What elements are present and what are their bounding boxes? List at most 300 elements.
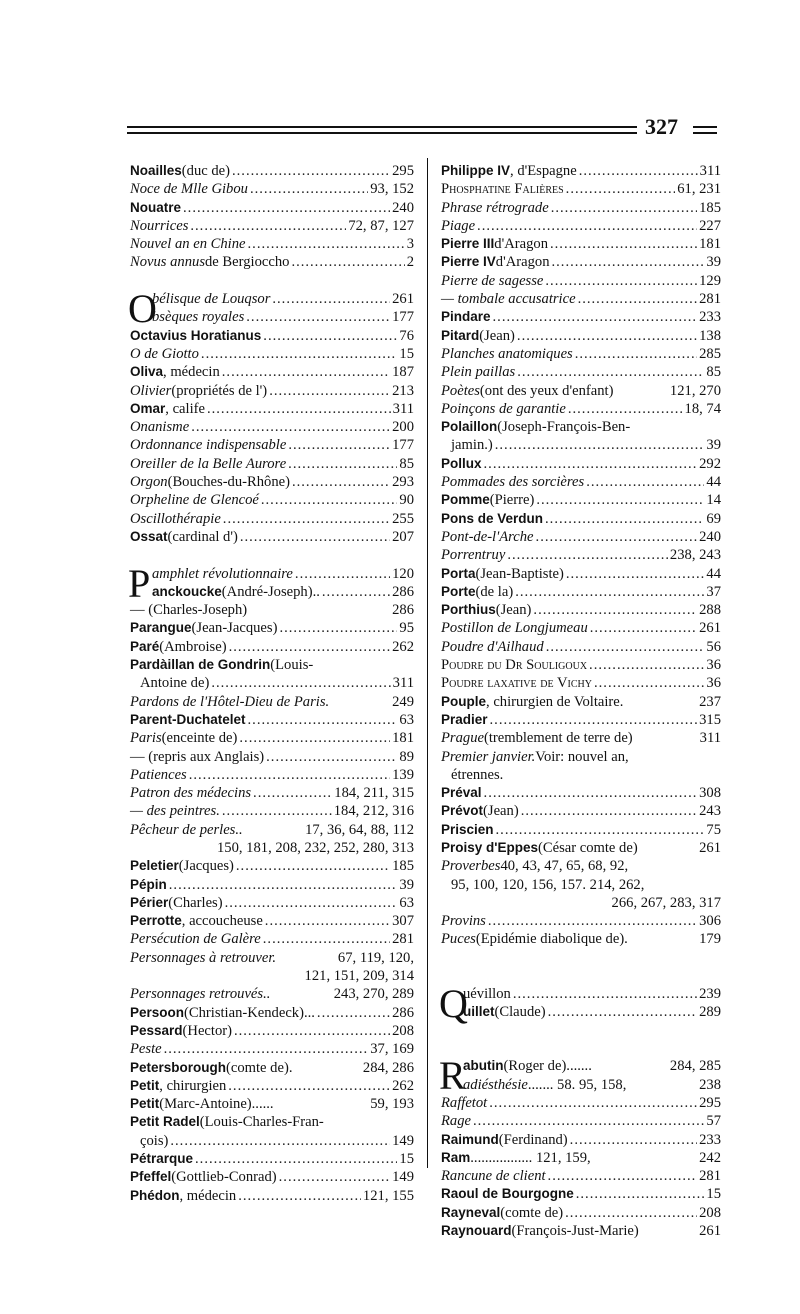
leader-dots [222,802,332,820]
leader-dots [507,546,668,564]
index-entry [441,857,721,875]
leader-dots [496,821,705,839]
entry-heading: Ossat [130,528,168,544]
page-refs: 39 [706,437,721,454]
page-refs: 200 [392,419,414,436]
index-entry [130,766,414,784]
page-refs: 262 [392,638,414,655]
index-entry [130,235,414,253]
page-refs: 208 [392,1022,414,1039]
page-refs: 239 [699,985,721,1002]
entry-heading: Priscien [441,821,494,837]
entry-detail: , médecin [179,1187,237,1204]
leader-dots [164,1040,369,1058]
entry-heading: Oreiller de la Belle Aurore [130,455,287,472]
leader-dots [279,1168,390,1186]
index-entry [130,382,414,400]
page-refs: 285 [699,345,721,362]
page-refs: 238 [699,1076,721,1093]
page-refs: 311 [392,400,414,417]
page-refs: 208 [699,1204,721,1221]
index-entry [441,821,721,839]
entry-detail: (Ferdinand) [498,1131,568,1148]
entry-detail: ................. 121, 159, [470,1149,591,1166]
index-entry-continuation [441,876,721,894]
page-refs: 306 [699,913,721,930]
index-entry [130,217,414,235]
leader-dots [546,638,705,656]
leader-dots [232,162,390,180]
entry-heading: Paris [130,730,162,747]
leader-dots [261,491,398,509]
index-entry [130,418,414,436]
entry-heading: Provins [441,913,486,930]
page-refs: 262 [392,1077,414,1094]
entry-heading: Porrentruy [441,547,506,564]
leader-dots [473,1112,704,1130]
page-refs: 286 [392,1004,414,1021]
entry-heading: Poinçons de garantie [441,400,566,417]
page-refs: 261 [392,291,414,308]
entry-heading: Prévot [441,803,484,819]
index-entry [130,638,414,656]
entry-heading: Olivier [130,382,172,399]
page-refs: 184, 211, 315 [334,785,414,802]
entry-heading: Pardons de l'Hôtel-Dieu de Paris. [130,693,330,710]
leader-dots [545,272,697,290]
leader-dots [201,345,397,363]
entry-detail: (François-Just-Marie) [511,1223,639,1240]
page-refs: 149 [392,1132,414,1149]
entry-heading: Patiences [130,766,187,783]
page-refs: 15 [706,1186,721,1203]
index-entry [130,894,414,912]
index-entry [130,949,414,967]
index-entry [441,400,721,418]
index-entry-continuation [441,436,721,454]
page-refs: 89 [399,748,414,765]
leader-dots [570,1131,697,1149]
leader-dots [484,455,698,473]
index-entry [130,693,414,711]
leader-dots [590,619,697,637]
page-refs: 233 [699,309,721,326]
page-refs: 18, 74 [684,400,721,417]
entry-heading: amphlet révolutionnaire [152,565,293,582]
leader-dots [288,436,390,454]
page-refs: 185 [699,199,721,216]
entry-detail: , accoucheuse [181,913,263,930]
page-refs: 243 [699,803,721,820]
index-entry [441,528,721,546]
entry-heading: Proisy d'Eppes [441,839,538,855]
index-entry [441,1076,721,1094]
entry-heading: Philippe IV [441,163,511,178]
entry-detail: (cardinal d') [167,528,238,545]
leader-dots [548,1003,698,1021]
page-refs: 63 [399,894,414,911]
index-entry [441,290,721,308]
entry-detail: (Jean) [483,803,519,820]
index-entry [441,455,721,473]
page-refs: 311 [699,163,721,179]
page-refs: 308 [699,785,721,802]
page-refs: 85 [706,364,721,381]
page-refs: 121, 155 [362,1187,414,1204]
page-number: 327 [645,114,678,139]
page-refs: 44 [706,474,721,491]
leader-dots [288,455,397,473]
entry-detail: (Hector) [182,1022,232,1039]
page-refs: 177 [392,309,414,326]
index-entry [130,1095,414,1113]
entry-heading: Peste [130,1041,162,1058]
page-refs: 240 [392,199,414,216]
page-refs: 69 [706,510,721,527]
entry-heading: Nouvel an en Chine [130,236,246,253]
page-refs: 307 [392,913,414,930]
entry-detail: (Marc-Antoine)...... [159,1096,274,1113]
page-refs: 129 [699,272,721,289]
leader-dots [575,345,697,363]
leader-dots [517,327,697,345]
entry-heading: Parangue [130,620,192,636]
entry-heading: Pitard [441,327,480,343]
entry-heading: Paré [130,638,160,654]
entry-heading: Noce de Mlle Gibou [130,181,248,198]
index-entry [130,1187,414,1205]
page-refs: 288 [699,602,721,619]
leader-dots [263,930,390,948]
header-rule [127,132,637,134]
entry-detail: (André-Joseph).. [221,583,320,600]
page-refs: 207 [392,528,414,545]
leader-dots [228,1077,390,1095]
entry-detail: (Claude) [494,1004,546,1021]
leader-dots [517,363,704,381]
entry-heading: Oscillothérapie [130,510,221,527]
page-refs: 181 [699,236,721,253]
entry-heading: Nouatre [130,199,182,215]
index-column-left [130,162,414,1205]
index-entry-continuation [441,766,721,784]
entry-detail: (Jean-Baptiste) [475,565,564,582]
index-entry [441,583,721,601]
leader-dots [223,510,390,528]
leader-dots [490,711,698,729]
leader-dots [515,583,704,601]
entry-detail: (Jacques) [178,858,234,875]
page-refs: 90 [399,492,414,509]
leader-dots [568,400,683,418]
leader-dots [566,180,676,198]
entry-heading: Pierre III [441,236,495,252]
page-refs: 227 [699,217,721,234]
entry-text: étrennes. [451,766,504,783]
index-entry [130,711,414,729]
leader-dots [183,199,390,217]
leader-dots [236,857,390,875]
leader-dots [266,748,397,766]
page-refs: 311 [392,675,414,692]
index-entry [441,363,721,381]
page-refs: 120 [392,565,414,582]
page-refs: 15 [399,345,414,362]
entry-text: çois) [140,1132,169,1149]
leader-dots [552,253,705,271]
entry-heading: Onanisme [130,419,190,436]
index-entry [130,180,414,198]
entry-detail: d'Aragon [494,236,548,253]
entry-heading: Poudre du Dr Souligoux [441,657,588,674]
entry-detail: (de la) [475,583,514,600]
entry-heading: — tombale accusatrice [441,291,576,308]
page-refs: 255 [392,510,414,527]
leader-dots [521,802,697,820]
page-refs: 184, 212, 316 [333,803,414,820]
index-entry [441,418,721,436]
index-column-right [441,162,721,1240]
entry-heading: uévillon [463,985,511,1002]
page-refs: 17, 36, 64, 88, 112 [305,821,414,838]
page-refs: 295 [392,163,414,179]
entry-detail: , d'Espagne [510,163,577,179]
page-refs: 57 [706,1113,721,1130]
page-refs: 281 [699,291,721,308]
leader-dots [279,619,397,637]
entry-text: 95, 100, 120, 156, 157. 214, 262, [451,876,645,893]
entry-heading: Porthius [441,602,496,618]
entry-heading: Ram [441,1149,471,1165]
index-entry [441,1131,721,1149]
page-refs: 213 [392,382,414,399]
page-refs: 187 [392,364,414,381]
index-entry [130,1168,414,1186]
entry-heading: Plein paillas [441,364,516,381]
page-refs: 181 [392,730,414,747]
leader-dots [191,418,390,436]
entry-heading: Proverbes [441,858,501,875]
leader-dots [269,382,390,400]
entry-heading: Pétrarque [130,1151,194,1167]
leader-dots [272,290,390,308]
page-refs: 185 [392,858,414,875]
entry-heading: Novus annus [130,254,205,271]
index-entry [130,1150,414,1168]
leader-dots [248,235,405,253]
entry-detail: , médecin [163,364,220,381]
entry-heading: Persoon [130,1004,185,1020]
index-entry [130,199,414,217]
leader-dots [250,180,368,198]
page-refs: 315 [699,711,721,728]
entry-detail: (Christian-Kendeck)... [184,1004,315,1021]
entry-heading: Pindare [441,309,491,325]
header-rule [127,126,637,128]
page-refs: 249 [392,693,414,710]
index-entry-continuation [130,674,414,692]
leader-dots [225,894,398,912]
entry-heading: Périer [130,894,169,910]
leader-dots [576,1185,705,1203]
index-entry [441,619,721,637]
index-entry [441,1003,721,1021]
leader-dots [295,565,390,583]
entry-heading: Pomme [441,492,490,508]
leader-dots [211,674,390,692]
entry-heading: Peletier [130,858,179,874]
leader-dots [240,528,390,546]
index-entry [441,748,721,766]
index-entry [441,491,721,509]
entry-heading: Raoul de Bourgogne [441,1186,574,1202]
page-refs: 61, 231 [677,181,721,198]
index-entry [130,1059,414,1077]
page-refs: 243, 270, 289 [333,986,414,1003]
entry-detail: (Jean) [479,327,515,344]
entry-heading: Petit Radel [130,1114,200,1130]
index-entry [441,1185,721,1203]
header-rule-tail [693,126,717,128]
page-refs: 67, 119, 120, [337,949,414,966]
leader-dots [317,1004,390,1022]
page-refs: 237 [699,693,721,710]
page-refs: 95 [399,620,414,637]
entry-detail: ....... 58. 95, 158, [527,1076,627,1093]
leader-dots [586,473,704,491]
index-entry [130,876,414,894]
index-entry [130,1022,414,1040]
index-entry [130,821,414,839]
entry-detail: Voir: nouvel an, [535,748,629,765]
page-refs: 179 [699,931,721,948]
index-entry-continuation: 150, 181, 208, 232, 252, 280, 313 [216,839,414,856]
leader-dots [477,217,697,235]
leader-dots [234,1022,390,1040]
index-entry [130,748,414,766]
page-refs: 293 [392,474,414,491]
page-refs: 44 [706,565,721,582]
leader-dots [536,528,698,546]
page-refs: 76 [399,327,414,344]
entry-heading: Pouple [441,693,487,709]
leader-dots [578,290,698,308]
page-refs: 37, 169 [370,1041,414,1058]
entry-detail: (Jean-Jacques) [191,620,278,637]
page-refs: 2 [406,254,414,271]
entry-detail: 40, 43, 47, 65, 68, 92, [500,858,629,875]
leader-dots [322,583,390,601]
entry-heading: Planches anatomiques [441,345,573,362]
entry-detail: (Gottlieb-Conrad) [171,1169,277,1186]
drop-initial: O [128,286,157,332]
entry-heading: bsèques royales [152,309,245,326]
entry-heading: Piage [441,217,476,234]
entry-heading: Rancune de client [441,1168,546,1185]
entry-heading: Oliva [130,364,164,380]
entry-heading: Pont-de-l'Arche [441,528,534,545]
index-entry [441,199,721,217]
leader-dots [292,473,390,491]
entry-heading: Parent-Duchatelet [130,711,246,727]
page-refs: 281 [392,931,414,948]
index-entry [130,857,414,875]
column-divider [427,158,428,1168]
index-entry [130,162,414,180]
page-refs: 72, 87, 127 [348,217,414,234]
page-refs: 177 [392,437,414,454]
index-entry [130,1113,414,1131]
index-entry [130,619,414,637]
page-refs: 295 [699,1094,721,1111]
entry-heading: Petit [130,1077,160,1093]
page-refs: 14 [706,492,721,509]
entry-heading: Perrotte [130,913,182,929]
leader-dots [551,199,697,217]
entry-detail: d'Aragon [495,254,550,271]
entry-detail: de Bergiocсho [205,254,290,271]
index-entry [130,345,414,363]
leader-dots [169,876,398,894]
entry-heading: Ordonnance indispensable [130,437,287,454]
index-entry [130,583,414,601]
index-entry [130,601,414,619]
entry-heading: Polaillon [441,419,498,435]
entry-heading: — (Charles-Joseph) [130,602,248,619]
leader-dots [536,491,704,509]
leader-dots [253,784,332,802]
index-entry [441,601,721,619]
entry-detail: (ont des yeux d'enfant) [479,382,614,399]
entry-heading: Phosphatine Falières [441,181,564,198]
section-gap [130,272,414,290]
entry-heading: O de Giotto [130,345,199,362]
index-entry [130,491,414,509]
page-refs: 121, 270 [669,382,721,399]
entry-detail: (duc de) [181,163,230,179]
entry-heading: Puces [441,931,476,948]
index-entry [130,912,414,930]
leader-dots [190,217,346,235]
entry-heading: Poudre d'Ailhaud [441,638,544,655]
index-entry [441,930,721,948]
entry-heading: Poètes [441,382,480,399]
drop-initial: P [128,560,151,606]
page-refs: 292 [699,455,721,472]
index-entry [130,510,414,528]
index-entry [441,1222,721,1240]
entry-detail: (Pierre) [489,492,535,509]
entry-heading: Raimund [441,1131,499,1147]
leader-dots [195,1150,397,1168]
index-entry [441,253,721,271]
index-entry [441,912,721,930]
index-entry-continuation [130,1132,414,1150]
index-entry [130,802,414,820]
leader-dots [594,674,704,692]
leader-dots [565,1204,697,1222]
entry-heading: — des peintres. [130,803,220,820]
index-entry [441,1149,721,1167]
page-refs: 37 [706,583,721,600]
entry-heading: Phédon [130,1187,180,1203]
entry-heading: Porta [441,565,476,581]
entry-heading: Pêcheur de perles.. [130,821,243,838]
page-refs: 63 [399,711,414,728]
entry-detail: (Roger de)....... [503,1058,592,1075]
index-entry [441,674,721,692]
entry-heading: Pépin [130,876,167,892]
